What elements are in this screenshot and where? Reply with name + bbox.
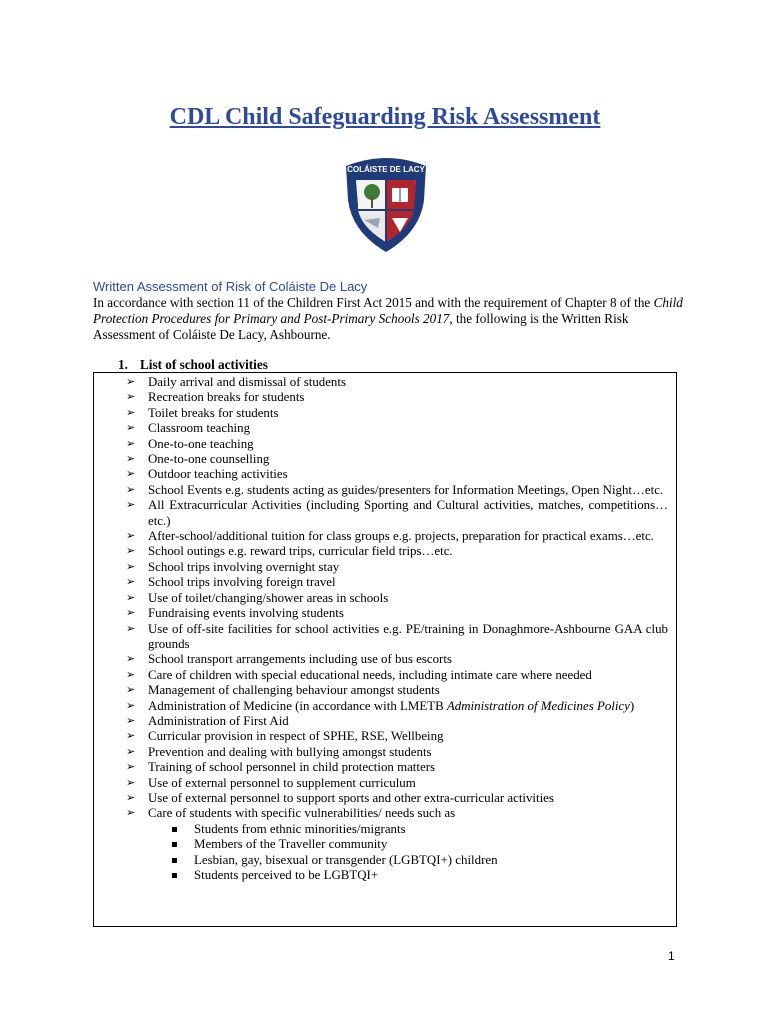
- arrow-bullet-icon: ➢: [126, 653, 136, 666]
- vulnerability-item: Students from ethnic minorities/migrants: [148, 822, 668, 837]
- arrow-bullet-icon: ➢: [126, 714, 136, 727]
- arrow-bullet-icon: ➢: [126, 422, 136, 435]
- arrow-bullet-icon: ➢: [126, 560, 136, 573]
- activity-item: ➢ Fundraising events involving students: [126, 606, 344, 621]
- page-number: 1: [668, 949, 675, 963]
- vulnerabilities-list: [148, 822, 668, 884]
- activity-item: ➢ Daily arrival and dismissal of students: [126, 375, 346, 389]
- arrow-bullet-icon: ➢: [126, 499, 136, 512]
- activity-item: ➢ Training of school personnel in child protection matters: [126, 760, 436, 775]
- arrow-bullet-icon: ➢: [126, 622, 136, 635]
- activity-item: ➢ One-to-one counselling: [126, 452, 270, 467]
- activity-item: ➢ Recreation breaks for students: [126, 390, 305, 405]
- arrow-bullet-icon: ➢: [126, 453, 136, 466]
- activities-box: [93, 372, 677, 927]
- arrow-bullet-icon: ➢: [126, 668, 136, 681]
- activity-item: ➢ Administration of First Aid: [126, 713, 289, 728]
- activities-list: [94, 373, 676, 883]
- activity-item: ➢ All Extracurricular Activities (including Sporting and Cultural activities, matches, competitions…etc.): [126, 498, 668, 528]
- vulnerability-item: Lesbian, gay, bisexual or transgender (LGBTQI+) children: [148, 853, 668, 868]
- school-crest-logo: [328, 148, 444, 254]
- vulnerability-item: Students perceived to be LGBTQI+: [148, 868, 668, 883]
- arrow-bullet-icon: ➢: [126, 576, 136, 589]
- activity-item: ➢ School trips involving foreign travel: [126, 575, 336, 590]
- activity-item: ➢ Administration of Medicine (in accordance with LMETB Administration of Medicines Policy): [126, 698, 635, 713]
- arrow-bullet-icon: ➢: [126, 391, 136, 404]
- activity-item: ➢ School trips involving overnight stay: [126, 559, 340, 574]
- arrow-bullet-icon: ➢: [126, 376, 136, 388]
- arrow-bullet-icon: ➢: [126, 437, 136, 450]
- activity-item: ➢ Outdoor teaching activities: [126, 467, 288, 482]
- square-bullet-icon: [172, 873, 177, 878]
- activity-item: ➢ Care of children with special educational needs, including intimate care where needed: [126, 667, 592, 682]
- arrow-bullet-icon: ➢: [126, 591, 136, 604]
- crest-text: COLÁISTE DE LACY: [347, 165, 425, 174]
- activity-item: ➢ Use of toilet/changing/shower areas in schools: [126, 590, 389, 605]
- activity-item: ➢ Use of external personnel to supplement curriculum: [126, 775, 416, 790]
- intro-paragraph: In accordance with section 11 of the Children First Act 2015 and with the requirement of Chapter 8 of the Child Protection Procedures for Primary and Post-Primary Schools 2017, the following is the Written Risk Assessment of Coláiste De Lacy, Ashbourne.: [93, 295, 683, 342]
- page-title: CDL Child Safeguarding Risk Assessment: [169, 104, 601, 130]
- activity-item: ➢ Toilet breaks for students: [126, 405, 279, 420]
- arrow-bullet-icon: ➢: [126, 684, 136, 697]
- activity-item: ➢ Use of external personnel to support sports and other extra-curricular activities: [126, 790, 554, 805]
- section-heading: 1. List of school activities: [118, 357, 268, 372]
- vulnerability-item: Members of the Traveller community: [148, 837, 668, 852]
- arrow-bullet-icon: ➢: [126, 730, 136, 743]
- square-bullet-icon: [172, 827, 177, 832]
- arrow-bullet-icon: ➢: [126, 699, 136, 712]
- arrow-bullet-icon: ➢: [126, 761, 136, 774]
- section-subheading: Written Assessment of Risk of Coláiste De Lacy: [93, 279, 368, 294]
- activity-item: ➢ Care of students with specific vulnerabilities/ needs such as Students from ethnic minorities/migrants Members of the Traveller community Lesbian, gay, bisexual or transgender (LGBTQI+) children Students perceived to be LGBTQI+: [94, 806, 668, 883]
- activity-item: ➢ Classroom teaching: [126, 421, 251, 436]
- arrow-bullet-icon: ➢: [126, 807, 136, 820]
- activity-item: ➢ School outings e.g. reward trips, curricular field trips…etc.: [126, 544, 453, 559]
- square-bullet-icon: [172, 858, 177, 863]
- activity-item: ➢ Prevention and dealing with bullying amongst students: [126, 744, 432, 759]
- square-bullet-icon: [172, 842, 177, 847]
- activity-item: ➢ Management of challenging behaviour amongst students: [126, 683, 440, 698]
- activity-item: ➢ After-school/additional tuition for class groups e.g. projects, preparation for practical exams…etc.: [126, 529, 654, 544]
- arrow-bullet-icon: ➢: [126, 406, 136, 419]
- activity-item: ➢ School Events e.g. students acting as guides/presenters for Information Meetings, Open Night…etc.: [126, 482, 664, 497]
- arrow-bullet-icon: ➢: [126, 545, 136, 558]
- activity-item: ➢ One-to-one teaching: [126, 436, 254, 451]
- arrow-bullet-icon: ➢: [126, 607, 136, 620]
- arrow-bullet-icon: ➢: [126, 791, 136, 804]
- arrow-bullet-icon: ➢: [126, 776, 136, 789]
- arrow-bullet-icon: ➢: [126, 468, 136, 481]
- arrow-bullet-icon: ➢: [126, 530, 136, 543]
- activity-item: ➢ Use of off-site facilities for school activities e.g. PE/training in Donaghmore-Ashbourne GAA club grounds: [126, 621, 668, 651]
- activity-item: ➢ School transport arrangements including use of bus escorts: [126, 652, 452, 667]
- activity-item: ➢ Curricular provision in respect of SPHE, RSE, Wellbeing: [126, 729, 444, 744]
- arrow-bullet-icon: ➢: [126, 483, 136, 496]
- arrow-bullet-icon: ➢: [126, 745, 136, 758]
